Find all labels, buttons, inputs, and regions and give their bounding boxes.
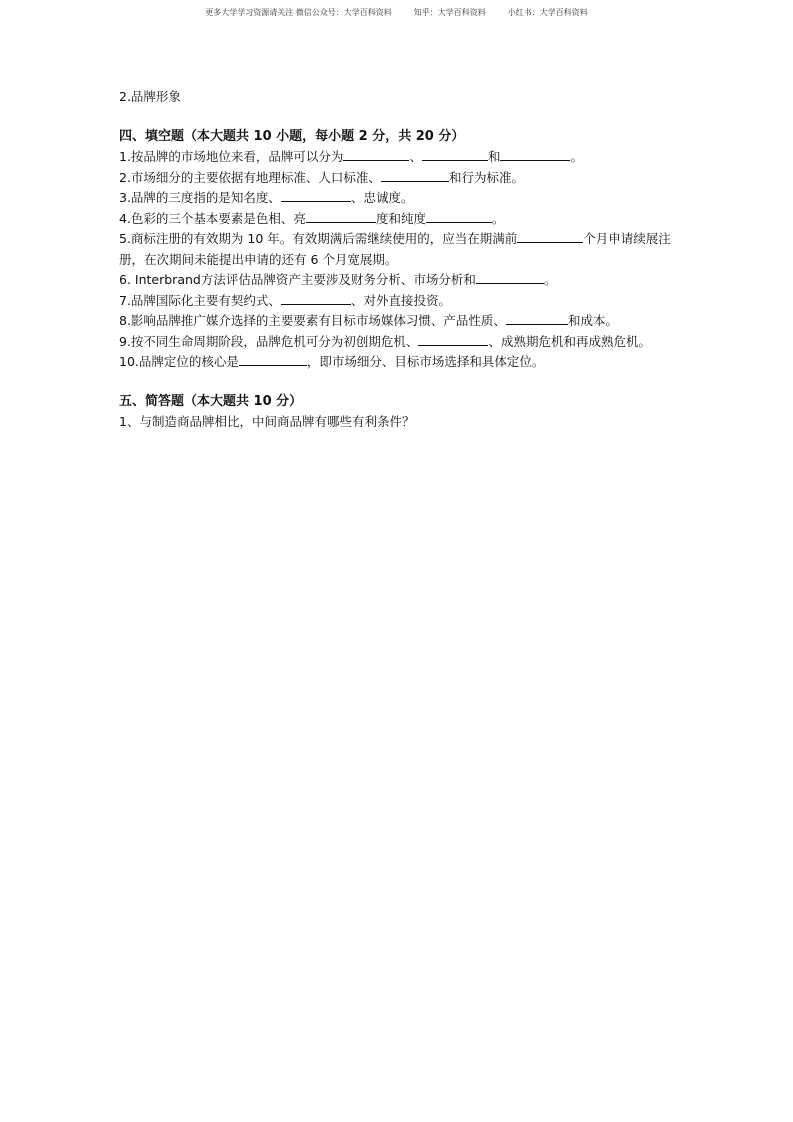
question-text: 、 <box>409 149 422 164</box>
section5-heading: 五、简答题（本大题共 10 分） <box>119 393 303 409</box>
question-text: 、忠诚度。 <box>350 190 414 205</box>
section4-heading: 四、填空题（本大题共 10 小题，每小题 2 分，共 20 分） <box>119 128 465 144</box>
question-5 <box>119 229 689 270</box>
question-text: 9.按不同生命周期阶段，品牌危机可分为初创期危机、 <box>119 333 419 349</box>
question-text: 。 <box>491 210 505 226</box>
header-wechat-note: 更多大学学习资源请关注 微信公众号：大学百科资料 <box>205 8 392 17</box>
question-text: 个月申请续展注册，在次期间未能提出申请的还有 6 个月宽展期。 <box>119 231 671 267</box>
question-6 <box>119 270 689 291</box>
question-text: 和 <box>487 149 501 164</box>
question-2 <box>119 168 689 189</box>
question-text: 、对外直接投资。 <box>350 292 451 308</box>
question-9 <box>119 332 689 353</box>
question-text: 和行为标准。 <box>448 169 524 185</box>
short-answer-question-1: 1、与制造商品牌相比，中间商品牌有哪些有利条件？ <box>119 414 415 429</box>
answer-blank <box>281 189 351 202</box>
document-body <box>119 87 689 433</box>
answer-blank <box>476 271 544 284</box>
intro-item: 2.品牌形象 <box>119 89 181 104</box>
question-text: 10.品牌定位的核心是 <box>119 354 239 369</box>
question-10 <box>119 352 689 373</box>
question-text: 1.按品牌的市场地位来看，品牌可以分为 <box>119 149 344 164</box>
answer-blank <box>381 169 449 182</box>
question-text: 。 <box>570 149 583 164</box>
question-text: 6. Interbrand方法评估品牌资产主要涉及财务分析、市场分析和 <box>119 272 476 287</box>
question-text: 5.商标注册的有效期为 10 年。有效期满后需继续使用的，应当在期满前 <box>119 231 518 246</box>
question-text: 、成熟期危机和再成熟危机。 <box>488 333 651 349</box>
answer-blank <box>418 333 488 346</box>
answer-blank <box>506 312 568 325</box>
answer-blank <box>426 210 492 223</box>
answer-blank <box>239 353 307 366</box>
answer-blank <box>517 230 583 243</box>
answer-blank <box>422 148 488 161</box>
question-1 <box>119 147 689 168</box>
page-header <box>0 7 793 18</box>
header-xiaohongshu-note: 小红书：大学百科资料 <box>507 8 588 17</box>
answer-blank <box>306 210 376 223</box>
answer-blank <box>343 148 409 161</box>
question-text: 8.影响品牌推广媒介选择的主要要素有目标市场媒体习惯、产品性质、 <box>119 313 506 328</box>
question-text: 度和纯度 <box>375 210 426 226</box>
question-text: 7.品牌国际化主要有契约式、 <box>119 292 281 308</box>
header-zhihu-note: 知乎：大学百科资料 <box>413 8 486 17</box>
question-text: 和成本。 <box>567 313 618 328</box>
question-text: 4.色彩的三个基本要素是色相、亮 <box>119 210 306 226</box>
question-4 <box>119 209 689 230</box>
question-7 <box>119 291 689 312</box>
question-text: 3.品牌的三度指的是知名度、 <box>119 190 281 205</box>
answer-blank <box>281 292 351 305</box>
question-text: 。 <box>543 272 557 287</box>
question-text: ，即市场细分、目标市场选择和具体定位。 <box>306 354 545 369</box>
answer-blank <box>500 148 570 161</box>
question-3 <box>119 188 689 209</box>
question-8 <box>119 311 689 332</box>
question-text: 2.市场细分的主要依据有地理标准、人口标准、 <box>119 169 381 185</box>
